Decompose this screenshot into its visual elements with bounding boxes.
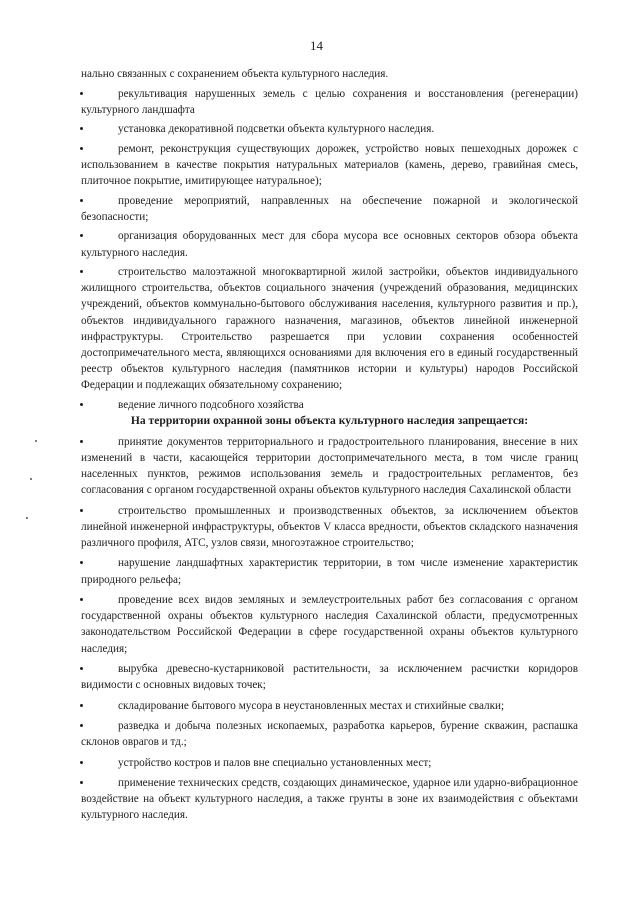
- list-item-text: строительство промышленных и производственных объектов, за исключением объектов линейной инженерной инфраструктуры, объектов V класса вредности, объектов складского назначения различного профиля, АТС, узлов связи, многоэтажное строительство;: [81, 504, 578, 549]
- list-item-text: рекультивация нарушенных земель с целью сохранения и восстановления (регенерации) культурного ландшафта: [81, 87, 578, 116]
- list-item: [81, 698, 578, 714]
- scan-speck: [30, 478, 32, 480]
- list-item-text: ремонт, реконструкция существующих дорожек, устройство новых пешеходных дорожек с использованием в качестве покрытия натуральных материалов (камень, дерево, гравийная смесь, плиточное покрытие, имитирующее натуральное);: [81, 142, 578, 188]
- list-item: [81, 86, 578, 118]
- list-item-text: принятие документов территориального и градостроительного планирования, внесение в них изменений в части, касающейся территории достопримечательного места, в том числе границ населенных пунктов, режимов использования земель и градостроительных регламентов, без согласования с органом государственной охраны объектов культурного наследия Сахалинской области: [81, 435, 578, 497]
- list-item: [81, 397, 578, 413]
- list-item-text: вырубка древесно-кустарниковой растительности, за исключением расчистки коридоров видимости с основных видовых точек;: [81, 662, 578, 692]
- permitted-activities-list: [81, 86, 578, 414]
- prohibited-activities-list: [81, 434, 578, 824]
- list-item: [81, 555, 578, 587]
- list-item-text: проведение мероприятий, направленных на обеспечение пожарной и экологической безопасности;: [81, 194, 578, 223]
- list-item-text: проведение всех видов земляных и землеустроительных работ без согласования с органом государственной охраны объектов культурного наследия Сахалинской области, предусмотренных законодательством Российской Федерации в сфере государственной охраны объектов культурного наследия;: [81, 593, 578, 655]
- list-item: [81, 121, 578, 137]
- intro-text: нально связанных с сохранением объекта культурного наследия.: [81, 68, 389, 80]
- list-item-text: разведка и добыча полезных ископаемых, разработка карьеров, бурение скважин, распашка склонов оврагов и тд.;: [81, 719, 578, 749]
- list-item: [81, 503, 578, 552]
- list-item: [81, 193, 578, 225]
- list-item: [81, 718, 578, 750]
- scan-speck: [35, 440, 37, 442]
- list-item: [81, 775, 578, 824]
- list-item: [81, 661, 578, 693]
- list-item: [81, 264, 578, 394]
- list-item: [81, 592, 578, 657]
- list-item-text: устройство костров и палов вне специально установленных мест;: [118, 756, 432, 769]
- list-item-text: строительство малоэтажной многоквартирной жилой застройки, объектов индивидуального жилищного строительства, объектов социального значения (учреждений образования, медицинских учреждений, объектов коммунально-бытового обслуживания населения, культурного развития и пр.), объектов индивидуального гаражного назначения, магазинов, объектов линейной инженерной инфраструктуры. Строительство разрешается при условии сохранения особенностей достопримечательного места, являющихся основаниями для включения его в единый государственный реестр объектов культурного наследия (памятников истории и культуры) народов Российской Федерации и подлежащих обязательному сохранению;: [81, 266, 578, 392]
- page-number: 14: [310, 38, 323, 53]
- list-item-text: организация оборудованных мест для сбора мусора все основных секторов обзора объекта культурного наследия.: [81, 230, 578, 259]
- prohibited-heading: На территории охранной зоны объекта культурного наследия запрещается:: [130, 414, 529, 428]
- list-item-text: установка декоративной подсветки объекта культурного наследия.: [118, 123, 435, 136]
- list-item: [81, 228, 578, 260]
- scan-speck: [26, 517, 28, 519]
- list-item-text: ведение личного подсобного хозяйства: [118, 398, 304, 411]
- list-item: [81, 141, 578, 190]
- list-item: [81, 755, 578, 771]
- document-body: [81, 66, 578, 824]
- list-item-text: применение технических средств, создающих динамическое, ударное или ударно-вибрационное воздействие на объект культурного наследия, а также грунты в зоне их взаимодействия с объектами культурного наследия.: [81, 776, 578, 822]
- list-item: [81, 434, 578, 499]
- list-item-text: складирование бытового мусора в неустановленных местах и стихийные свалки;: [118, 699, 505, 712]
- list-item-text: нарушение ландшафтных характеристик территории, в том числе изменение характеристик природного рельефа;: [81, 557, 578, 586]
